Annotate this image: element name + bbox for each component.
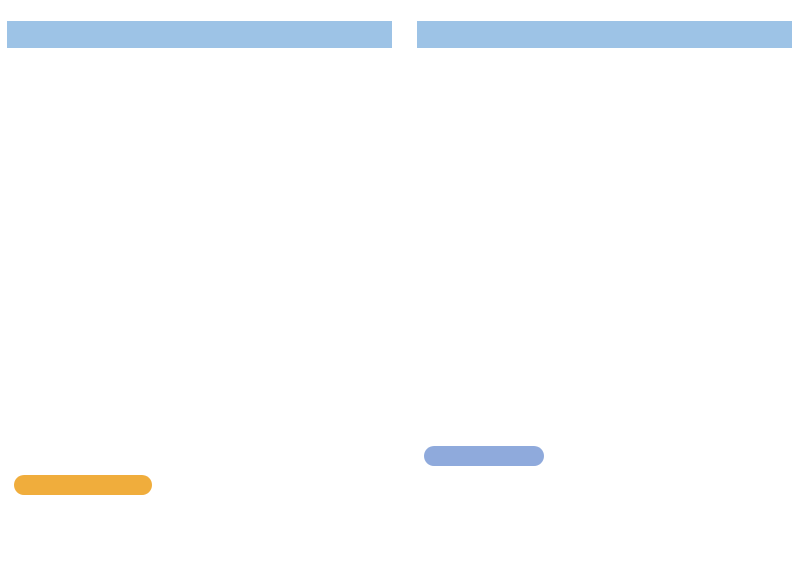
committee-title bbox=[14, 475, 152, 495]
right-header bbox=[417, 21, 792, 48]
schedule-title bbox=[424, 446, 544, 466]
left-header bbox=[7, 21, 392, 48]
